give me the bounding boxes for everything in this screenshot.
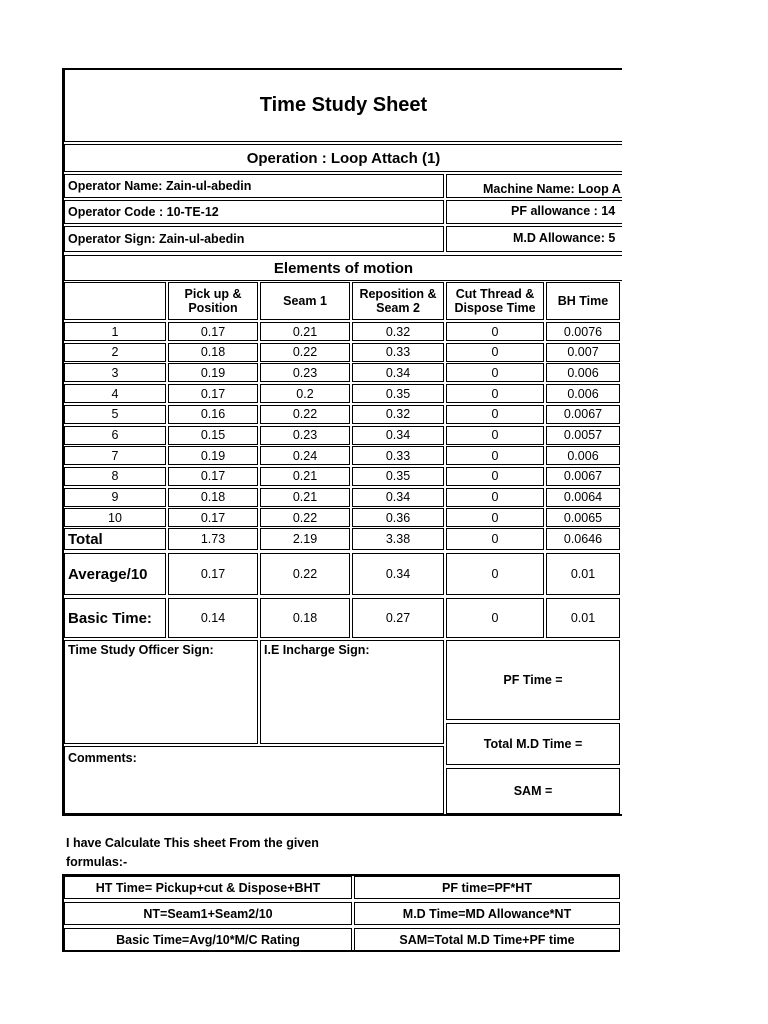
table-cell: 0	[446, 467, 544, 486]
pf-allowance-text: PF allowance : 14	[511, 204, 616, 218]
column-header: BH Time	[546, 282, 620, 320]
table-cell: 0.17	[168, 467, 258, 486]
table-cell: 0.32	[352, 405, 444, 424]
ie-incharge-sign: I.E Incharge Sign:	[260, 640, 444, 744]
table-cell: 0.17	[168, 322, 258, 341]
row-number: 3	[64, 363, 166, 382]
column-header: Pick up & Position	[168, 282, 258, 320]
md-allowance-text: M.D Allowance: 5	[513, 231, 616, 245]
table-cell: 0.33	[352, 446, 444, 465]
table-cell: 0	[446, 363, 544, 382]
column-header	[64, 282, 166, 320]
table-cell: 0.32	[352, 322, 444, 341]
operator-code: Operator Code : 10-TE-12	[64, 200, 444, 224]
machine-name-text: Machine Name: Loop A	[483, 182, 621, 196]
table-cell: 0.36	[352, 508, 444, 527]
table-cell: 0.0076	[546, 322, 620, 341]
table-cell: 0	[446, 446, 544, 465]
basic-time-cell: 0	[446, 598, 544, 638]
basic-time-cell: 0.14	[168, 598, 258, 638]
basic-time-cell: 0.01	[546, 598, 620, 638]
formula-note: I have Calculate This sheet From the given formulas:-	[66, 836, 319, 869]
table-cell: 0.34	[352, 426, 444, 445]
sam: SAM =	[446, 768, 620, 814]
table-cell: 0.18	[168, 343, 258, 362]
table-cell: 0.0057	[546, 426, 620, 445]
formula-cell: HT Time= Pickup+cut & Dispose+BHT	[64, 876, 352, 899]
pf-time: PF Time =	[446, 640, 620, 720]
row-number: 5	[64, 405, 166, 424]
table-cell: 0	[446, 488, 544, 507]
total-label: Total	[64, 528, 166, 550]
time-study-sheet	[62, 68, 620, 816]
row-number: 8	[64, 467, 166, 486]
formula-cell: SAM=Total M.D Time+PF time	[354, 928, 620, 951]
row-number: 10	[64, 508, 166, 527]
operator-name: Operator Name: Zain-ul-abedin	[64, 174, 444, 198]
table-cell: 0.22	[260, 405, 350, 424]
table-cell: 0.007	[546, 343, 620, 362]
basic-time-cell: 0.27	[352, 598, 444, 638]
table-cell: 0.18	[168, 488, 258, 507]
table-cell: 0.2	[260, 384, 350, 403]
table-cell: 0.34	[352, 488, 444, 507]
table-cell: 0.21	[260, 322, 350, 341]
average-label: Average/10	[64, 553, 166, 595]
table-cell: 0.17	[168, 384, 258, 403]
table-cell: 0	[446, 405, 544, 424]
table-cell: 0.24	[260, 446, 350, 465]
row-number: 2	[64, 343, 166, 362]
row-number: 6	[64, 426, 166, 445]
table-cell: 0.0064	[546, 488, 620, 507]
formula-cell: PF time=PF*HT	[354, 876, 620, 899]
row-number: 4	[64, 384, 166, 403]
table-cell: 0.006	[546, 363, 620, 382]
row-number: 9	[64, 488, 166, 507]
table-cell: 0.35	[352, 467, 444, 486]
row-number: 1	[64, 322, 166, 341]
table-cell: 0.0067	[546, 467, 620, 486]
column-header: Seam 1	[260, 282, 350, 320]
total-cell: 0	[446, 528, 544, 550]
average-cell: 0.17	[168, 553, 258, 595]
basic-time-cell: 0.18	[260, 598, 350, 638]
table-cell: 0	[446, 343, 544, 362]
pf-allowance	[446, 200, 622, 224]
average-cell: 0	[446, 553, 544, 595]
md-allowance	[446, 226, 622, 252]
table-cell: 0.21	[260, 467, 350, 486]
row-number: 7	[64, 446, 166, 465]
operation-label: Operation : Loop Attach (1)	[64, 144, 622, 172]
table-cell: 0.33	[352, 343, 444, 362]
formula-cell: Basic Time=Avg/10*M/C Rating	[64, 928, 352, 951]
average-cell: 0.34	[352, 553, 444, 595]
total-cell: 1.73	[168, 528, 258, 550]
table-cell: 0.21	[260, 488, 350, 507]
table-cell: 0.34	[352, 363, 444, 382]
table-cell: 0.19	[168, 446, 258, 465]
table-cell: 0.006	[546, 446, 620, 465]
total-cell: 2.19	[260, 528, 350, 550]
table-cell: 0.22	[260, 508, 350, 527]
table-cell: 0.23	[260, 426, 350, 445]
total-cell: 0.0646	[546, 528, 620, 550]
table-cell: 0.15	[168, 426, 258, 445]
table-cell: 0	[446, 426, 544, 445]
table-cell: 0.0065	[546, 508, 620, 527]
basic-time-label: Basic Time:	[64, 598, 166, 638]
table-cell: 0.006	[546, 384, 620, 403]
machine-name	[446, 174, 622, 198]
formula-cell: M.D Time=MD Allowance*NT	[354, 902, 620, 925]
total-md-time: Total M.D Time =	[446, 723, 620, 765]
table-cell: 0.35	[352, 384, 444, 403]
sheet-title: Time Study Sheet	[64, 70, 622, 142]
column-header: Reposition & Seam 2	[352, 282, 444, 320]
table-cell: 0.19	[168, 363, 258, 382]
operator-sign: Operator Sign: Zain-ul-abedin	[64, 226, 444, 252]
elements-title: Elements of motion	[64, 255, 622, 281]
table-cell: 0.16	[168, 405, 258, 424]
formula-cell: NT=Seam1+Seam2/10	[64, 902, 352, 925]
table-cell: 0.23	[260, 363, 350, 382]
formulas-table	[62, 876, 620, 952]
table-cell: 0.22	[260, 343, 350, 362]
time-study-officer-sign: Time Study Officer Sign:	[64, 640, 258, 744]
total-cell: 3.38	[352, 528, 444, 550]
table-cell: 0.17	[168, 508, 258, 527]
table-cell: 0	[446, 508, 544, 527]
average-cell: 0.01	[546, 553, 620, 595]
average-cell: 0.22	[260, 553, 350, 595]
column-header: Cut Thread & Dispose Time	[446, 282, 544, 320]
comments: Comments:	[64, 746, 444, 814]
table-cell: 0	[446, 322, 544, 341]
table-cell: 0.0067	[546, 405, 620, 424]
table-cell: 0	[446, 384, 544, 403]
